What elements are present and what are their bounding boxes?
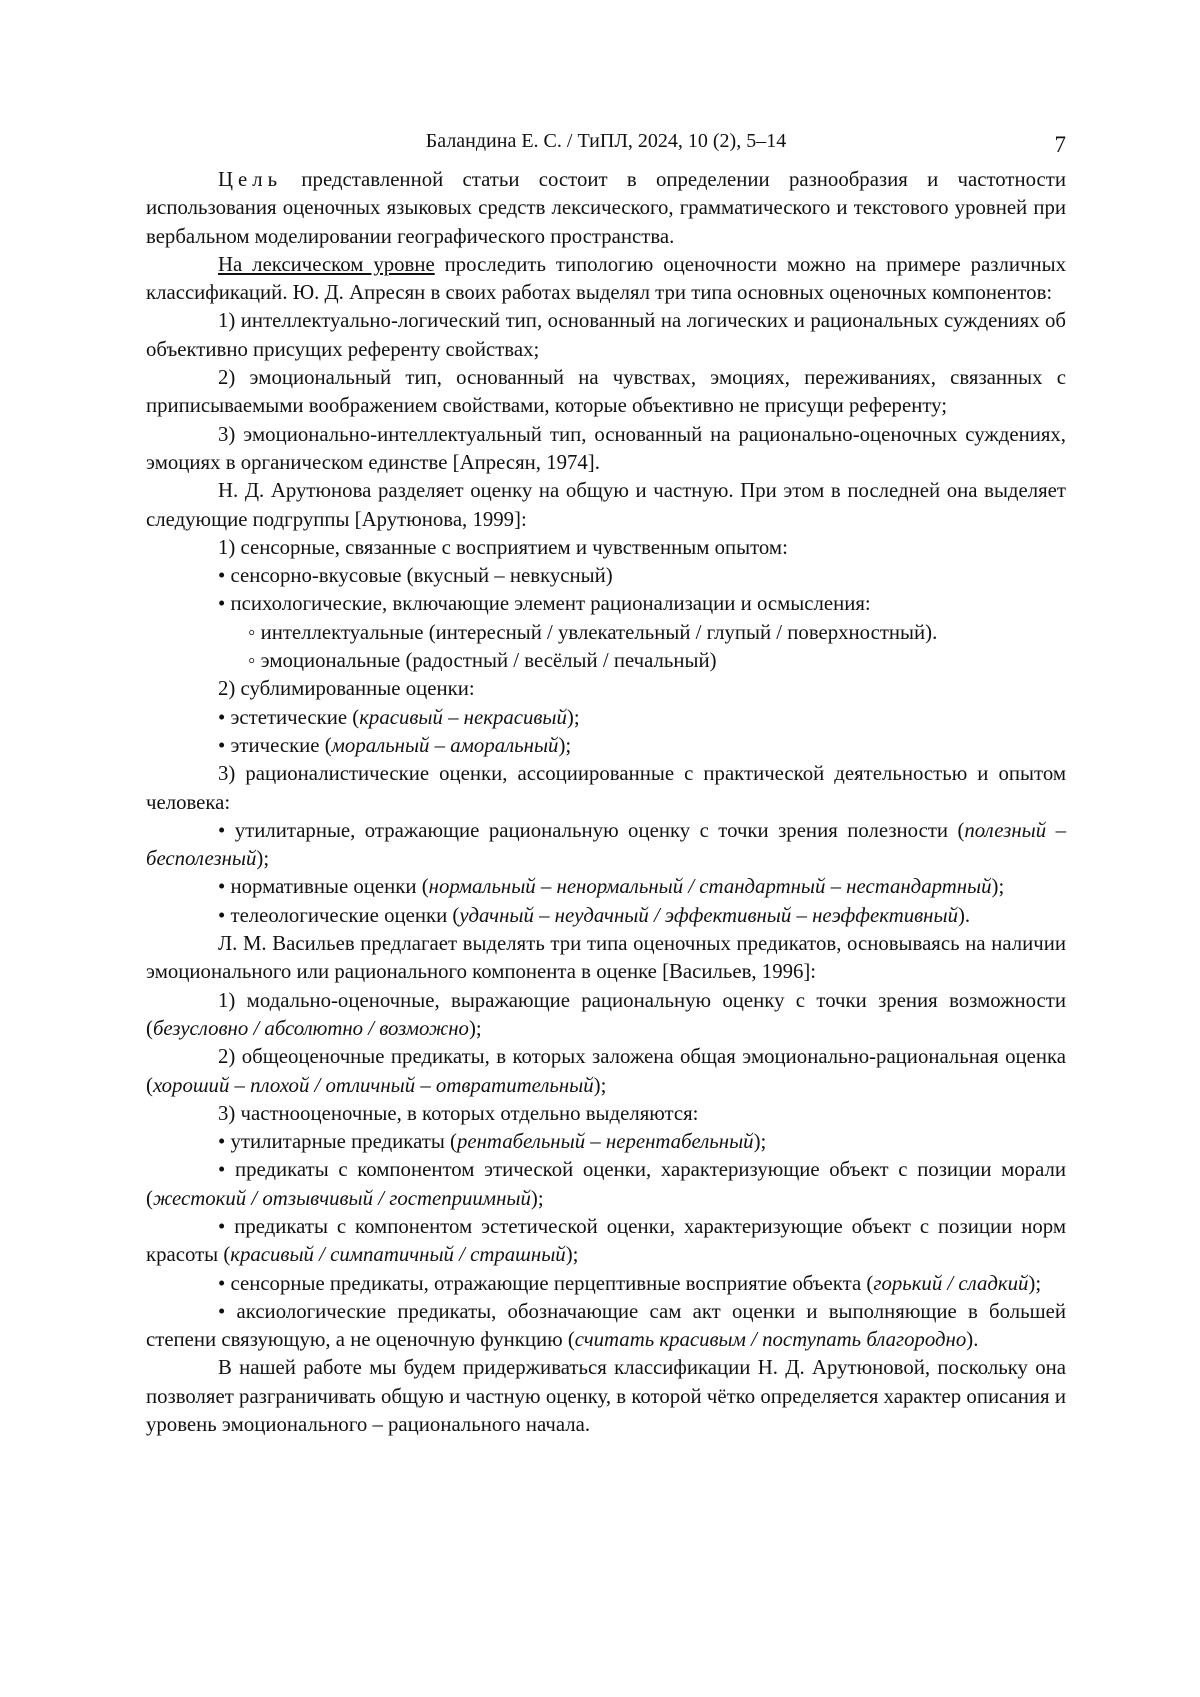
list-item: 3) эмоционально-интеллектуальный тип, основанный на рационально-оценочных суждениях, эмоциях в органическом единстве [Апресян, 1974]. xyxy=(146,422,1066,474)
list-item: 2) эмоциональный тип, основанный на чувствах, эмоциях, переживаниях, связанных с приписываемыми воображением свойствами, которые объективно не присущи референту; xyxy=(146,366,1066,418)
list-item: • этические (моральный – аморальный); xyxy=(218,733,572,757)
list-item: • сенсорно-вкусовые (вкусный – невкусный) xyxy=(218,564,613,588)
list-item: 1) интеллектуально-логический тип, основанный на логических и рациональных суждениях об объективно присущих референту свойствах; xyxy=(146,309,1066,361)
list-item: • аксиологические предикаты, обозначающие сам акт оценки и выполняющие в большей степени связующую, а не оценочную функцию (считать красивым / поступать благородно). xyxy=(146,1299,1066,1352)
example-words: рентабельный – нерентабельный xyxy=(456,1130,754,1154)
list-subitem: ◦ интеллектуальные (интересный / увлекательный / глупый / поверхностный). xyxy=(248,620,938,644)
example-words: красивый – некрасивый xyxy=(359,705,567,729)
example-words: считать красивым / поступать благородно xyxy=(574,1328,967,1352)
example-words: жестокий / отзывчивый / гостеприимный xyxy=(152,1186,531,1210)
example-words: удачный – неудачный / эффективный – неэффективный xyxy=(459,903,958,927)
example-words: моральный – аморальный xyxy=(331,733,559,757)
list-item: 1) модально-оценочные, выражающие рациональную оценку с точки зрения возможности (безусловно / абсолютно / возможно); xyxy=(146,988,1066,1040)
list-item: • нормативные оценки (нормальный – ненормальный / стандартный – нестандартный); xyxy=(218,875,1005,899)
goal-lead: Цель xyxy=(218,168,283,191)
list-item: 3) рационалистические оценки, ассоциированные с практической деятельностью и опытом человека: xyxy=(146,762,1066,814)
list-item: • телеологические оценки (удачный – неудачный / эффективный – неэффективный). xyxy=(218,903,971,927)
body-text xyxy=(146,166,1066,1439)
example-words: безусловно / абсолютно / возможно xyxy=(152,1016,469,1040)
lexical-level-text: проследить типологию оценочности можно на примере различных классификаций. Ю. Д. Апресян в своих работах выделял три типа основных оценочных компонентов: xyxy=(146,252,1066,305)
list-item: • предикаты с компонентом эстетической оценки, характеризующие объект с позиции норм красоты (красивый / симпатичный / страшный); xyxy=(146,1214,1066,1267)
list-item: • утилитарные предикаты (рентабельный – нерентабельный); xyxy=(218,1130,767,1154)
paragraph-goal xyxy=(146,166,1066,251)
list-item: • предикаты с компонентом этической оценки, характеризующие объект с позиции морали (жестокий / отзывчивый / гостеприимный); xyxy=(146,1158,1066,1210)
list-subitem: ◦ эмоциональные (радостный / весёлый / печальный) xyxy=(248,649,717,673)
running-head: Баландина Е. С. / ТиПЛ, 2024, 10 (2), 5–14 xyxy=(425,130,787,152)
list-item: 3) частнооценочные, в которых отдельно выделяются: xyxy=(218,1101,699,1125)
list-item: 2) общеоценочные предикаты, в которых заложена общая эмоционально-рациональная оценка (хороший – плохой / отличный – отвратительный); xyxy=(146,1045,1066,1097)
page-number: 7 xyxy=(1054,132,1066,157)
paragraph-arutyunova: Н. Д. Арутюнова разделяет оценку на общую и частную. При этом в последней она выделяет следующие подгруппы [Арутюнова, 1999]: xyxy=(146,479,1066,531)
example-words: горький / сладкий xyxy=(873,1271,1029,1295)
goal-text: представленной статьи состоит в определении разнообразия и частотности использования оценочных языковых средств лексического, грамматического и текстового уровней при вербальном моделировании географического пространства. xyxy=(146,168,1066,248)
list-item: 1) сенсорные, связанные с восприятием и чувственным опытом: xyxy=(218,535,788,559)
paragraph-vasiliev: Л. М. Васильев предлагает выделять три типа оценочных предикатов, основываясь на наличии эмоционального или рационального компонента в оценке [Васильев, 1996]: xyxy=(146,932,1066,984)
list-item: 2) сублимированные оценки: xyxy=(218,677,475,701)
example-words: полезный – бесполезный xyxy=(146,818,1066,871)
list-item: • психологические, включающие элемент рационализации и осмысления: xyxy=(218,592,871,616)
lexical-level-lead: На лексическом уровне xyxy=(218,252,435,276)
list-item: • утилитарные, отражающие рациональную оценку с точки зрения полезности (полезный – бесполезный); xyxy=(146,818,1066,871)
list-item: • эстетические (красивый – некрасивый); xyxy=(218,705,580,729)
paragraph-lexical-level xyxy=(146,251,1066,308)
paragraph-conclusion: В нашей работе мы будем придерживаться классификации Н. Д. Арутюновой, поскольку она позволяет разграничивать общую и частную оценку, в которой чётко определяется характер описания и уровень эмоционального – рационального начала. xyxy=(146,1356,1066,1437)
example-words: красивый / симпатичный / страшный xyxy=(230,1243,566,1267)
page-header xyxy=(146,128,1066,162)
example-words: хороший – плохой / отличный – отвратительный xyxy=(152,1073,594,1097)
list-item: • сенсорные предикаты, отражающие перцептивные восприятие объекта (горький / сладкий); xyxy=(218,1271,1042,1295)
example-words: нормальный – ненормальный / стандартный – нестандартный xyxy=(428,875,992,899)
